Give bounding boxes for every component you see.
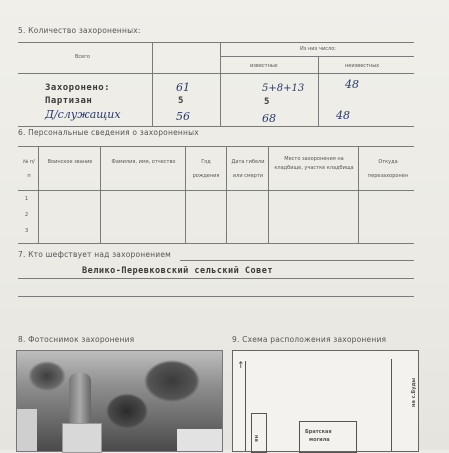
table5-col-sep-2 [220,42,221,126]
table6-top-line [18,146,414,147]
map-building-left [251,413,267,453]
table6-col-sep-3 [185,146,186,243]
row-unknown-servicemen: 48 [336,109,350,122]
row-known-partisans: 5 [264,97,270,107]
col-including-header: Из них число: [300,46,336,52]
map-road-right [391,359,392,451]
north-arrow-icon: ↑ [237,361,245,371]
map-label-left-road: на [253,435,259,442]
section-6-title: 6. Персональные сведения о захороненных [18,128,199,137]
photo-wall [177,429,222,451]
table5-col-sep-1 [152,42,153,126]
header-death-date: Дата гибели или смерти [231,159,265,179]
burial-location-map [232,350,419,452]
table6-col-sep-6 [358,146,359,243]
row-label-buried: Захоронено: [45,83,111,93]
row-total-partisans: 5 [178,96,184,106]
section-8-title: 8. Фотоснимок захоронения [18,335,135,344]
row-total-buried: 61 [176,81,190,94]
col-total-header: Всего [75,54,90,60]
photo-statue [69,373,91,423]
table6-col-sep-4 [226,146,227,243]
table6-col-sep-1 [38,146,39,243]
header-birth-year: Год рождения [192,159,220,179]
section-5-title: 5. Количество захороненных: [18,26,141,35]
header-burial-place: Место захоронения на кладбище, участке кладбища [274,156,354,171]
table5-col-sep-3 [318,56,319,126]
row-label-servicemen: Д/служащих [45,108,121,121]
section-9-title: 9. Схема расположения захоронения [232,335,387,344]
section-7-title: 7. Кто шефствует над захоронением [18,250,172,259]
row-number-1: 1 [25,196,29,202]
burial-photo [16,350,223,452]
photo-house [17,409,37,451]
header-rank: Воинское звание [47,159,93,165]
row-total-servicemen: 56 [176,110,190,123]
table6-bottom-line [18,243,414,244]
col-known-header: известных [250,63,278,69]
col-unknown-header: неизвестных [345,63,380,69]
photo-monument-base [62,423,102,453]
map-label-right-road: на с.Буды [411,377,417,407]
header-reburied-from: Откуда перезахоронен [367,159,409,179]
row-number-3: 3 [25,228,29,234]
table6-col-sep-2 [100,146,101,243]
header-name: Фамилия, имя, отчество [111,159,176,165]
table5-sub-line [220,56,414,57]
table6-header-bottom [18,190,414,191]
patron-value: Велико-Перевковский сельский Совет [82,266,273,276]
row-known-servicemen: 68 [262,112,276,125]
table5-header-bottom [18,73,414,74]
map-label-grave-1: Братская [305,429,332,435]
table5-top-line [18,42,414,43]
section7-line-2 [18,278,414,279]
table5-bottom-line [18,126,414,127]
header-number: № п/п [23,159,35,179]
map-label-grave-2: могила [309,437,330,443]
row-unknown-buried: 48 [345,78,359,91]
section7-line-1 [180,260,414,261]
map-road-left [245,361,246,451]
row-label-partisans: Партизан [45,96,93,106]
table6-col-sep-5 [268,146,269,243]
row-known-buried: 5+8+13 [262,83,305,94]
section7-line-3 [18,296,414,297]
row-number-2: 2 [25,212,29,218]
